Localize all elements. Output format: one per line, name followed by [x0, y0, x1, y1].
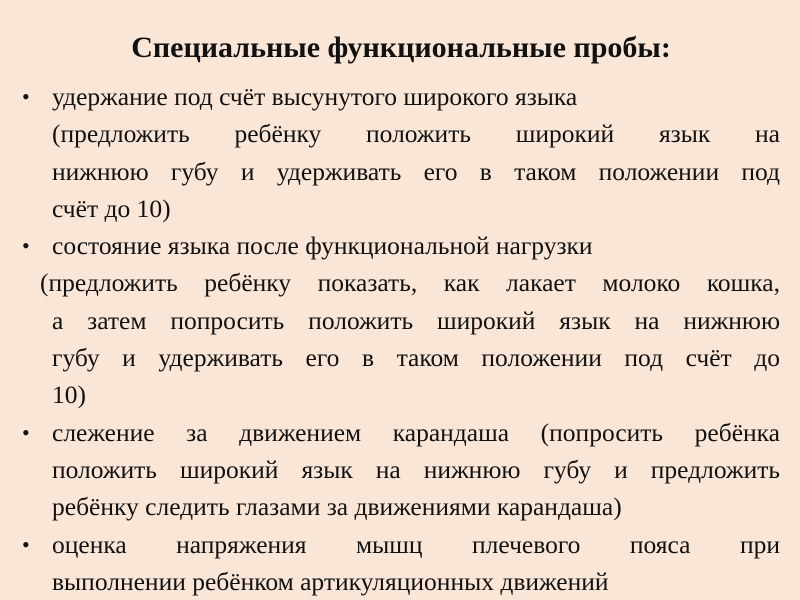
list-item-text — [52, 414, 780, 526]
text-line: (предложить ребёнку положить широкий язык на — [52, 119, 780, 149]
bullet-list — [22, 78, 780, 600]
text-line: губу и удерживать его в таком положении под счёт до — [52, 343, 780, 373]
text-line: слежение за движением карандаша (попросить ребёнка — [52, 417, 780, 447]
text-line: выполнении ребёнком артикуляционных движений — [52, 566, 609, 596]
list-item-text — [40, 227, 780, 413]
list-item — [22, 414, 780, 526]
bullet-icon: • — [22, 233, 30, 259]
text-line: положить широкий язык на нижнюю губу и предложить — [52, 454, 780, 484]
slide-title: Специальные функциональные пробы: — [131, 31, 671, 64]
bullet-icon: • — [22, 84, 30, 109]
text-line: а затем попросить положить широкий язык на нижнюю — [52, 305, 780, 335]
text-line: оценка напряжения мышц плечевого пояса при — [52, 529, 780, 559]
list-item — [22, 227, 780, 413]
text-line: удержание под счёт высунутого широкого языка — [52, 82, 578, 111]
list-item-text — [52, 526, 780, 600]
text-line: счёт до 10) — [52, 193, 171, 223]
text-line: ребёнку следить глазами за движениями карандаша) — [52, 492, 622, 522]
bullet-icon: • — [22, 531, 30, 557]
text-line: (предложить ребёнку показать, как лакает молоко кошка, — [40, 268, 780, 298]
text-line: 10) — [52, 380, 86, 410]
list-item — [22, 526, 780, 600]
bullet-icon: • — [22, 419, 30, 445]
text-line: нижнюю губу и удерживать его в таком положении под — [52, 156, 780, 186]
list-item — [22, 78, 780, 227]
list-item-text — [52, 78, 780, 227]
text-line: состояние языка после функциональной нагрузки — [52, 231, 593, 261]
